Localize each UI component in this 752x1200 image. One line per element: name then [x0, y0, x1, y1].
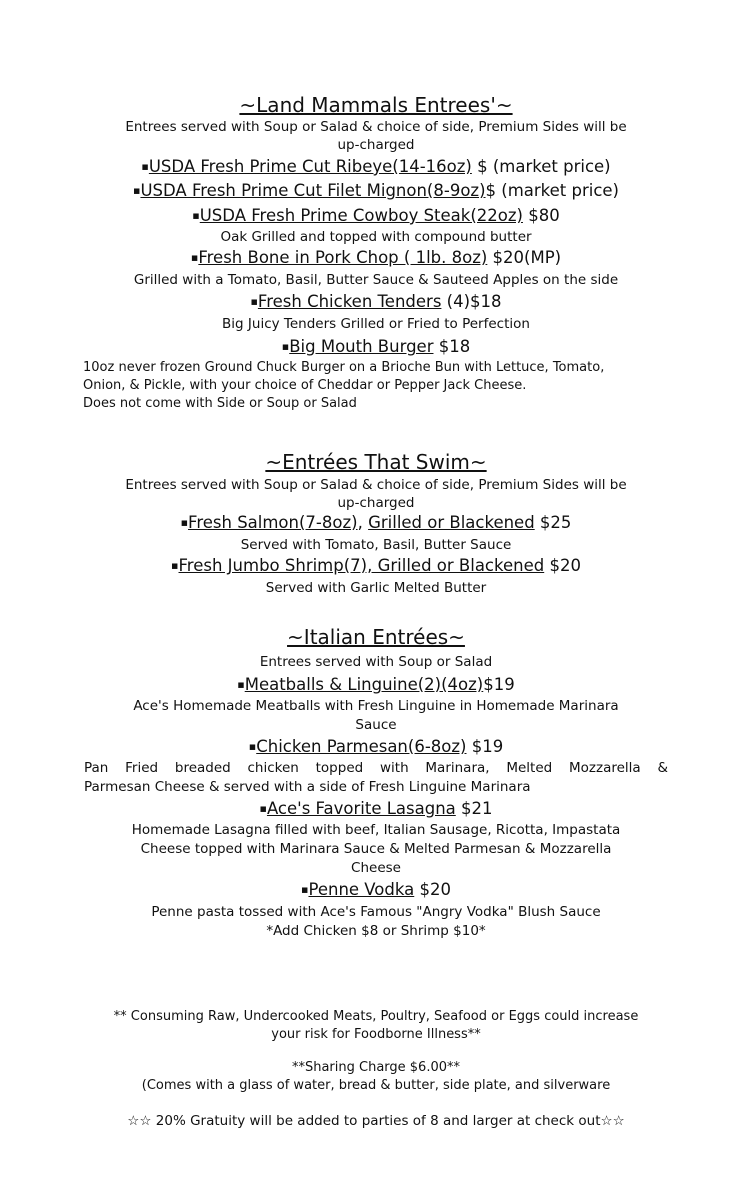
item-desc-chicken-tenders: Big Juicy Tenders Grilled or Fried to Perfection	[222, 316, 530, 332]
gratuity-notice: ☆☆ 20% Gratuity will be added to parties of 8 and larger at check out☆☆	[127, 1113, 625, 1129]
land-section-note-line2: up-charged	[337, 137, 415, 153]
menu-item-meatballs-linguine: ▪Meatballs & Linguine(2)(4oz)$19	[237, 675, 515, 694]
item-price: $ (market price)	[485, 181, 619, 200]
item-desc-pork-chop: Grilled with a Tomato, Basil, Butter Sauce & Sauteed Apples on the side	[133, 272, 619, 288]
item-desc-meatballs-line2: Sauce	[355, 717, 397, 733]
item-price: $20(MP)	[487, 248, 562, 267]
menu-item-chicken-parmesan: ▪Chicken Parmesan(6-8oz) $19	[248, 737, 504, 756]
item-name: USDA Fresh Prime Cut Filet Mignon(8-9oz)	[140, 181, 486, 200]
menu-item-big-mouth-burger: ▪Big Mouth Burger $18	[281, 337, 471, 356]
item-name: Fresh Salmon(7-8oz)	[188, 513, 358, 532]
item-name: Chicken Parmesan(6-8oz)	[256, 737, 467, 756]
item-price: (4)$18	[441, 292, 502, 311]
footer-warning-line1: ** Consuming Raw, Undercooked Meats, Poultry, Seafood or Eggs could increase	[113, 1009, 639, 1024]
italian-section-note: Entrees served with Soup or Salad	[259, 654, 493, 670]
item-desc-burger-line1: 10oz never frozen Ground Chuck Burger on a Brioche Bun with Lettuce, Tomato,	[83, 360, 605, 375]
item-name: Fresh Chicken Tenders	[257, 292, 442, 311]
menu-item-ribeye: ▪USDA Fresh Prime Cut Ribeye(14-16oz) $ (market price)	[141, 157, 611, 176]
item-desc-parmesan-line2: Parmesan Cheese & served with a side of Fresh Linguine Marinara	[84, 779, 531, 795]
swim-section-title: ~Entrées That Swim~	[265, 450, 487, 474]
menu-item-filet-mignon: ▪USDA Fresh Prime Cut Filet Mignon(8-9oz)$ (market price)	[132, 181, 619, 200]
land-section-note-line1: Entrees served with Soup or Salad & choice of side, Premium Sides will be	[125, 119, 627, 135]
menu-item-cowboy-steak: ▪USDA Fresh Prime Cowboy Steak(22oz) $80	[192, 206, 560, 225]
land-section-title: ~Land Mammals Entrees'~	[239, 93, 513, 117]
menu-item-jumbo-shrimp: ▪Fresh Jumbo Shrimp(7), Grilled or Blackened $20	[171, 556, 581, 575]
item-desc-burger-line2: Onion, & Pickle, with your choice of Cheddar or Pepper Jack Cheese.	[83, 378, 527, 393]
item-desc-salmon: Served with Tomato, Basil, Butter Sauce	[240, 537, 512, 553]
item-name: Fresh Jumbo Shrimp(7), Grilled or Blackened	[178, 556, 545, 575]
item-price: $18	[433, 337, 471, 356]
item-name: Big Mouth Burger	[289, 337, 434, 356]
item-name: Penne Vodka	[308, 880, 415, 899]
item-price: $19	[483, 675, 515, 694]
item-desc-penne-addon: *Add Chicken $8 or Shrimp $10*	[266, 923, 486, 939]
menu-item-lasagna: ▪Ace's Favorite Lasagna $21	[259, 799, 493, 818]
item-prep: Grilled or Blackened	[368, 513, 535, 532]
item-name: USDA Fresh Prime Cut Ribeye(14-16oz)	[148, 157, 472, 176]
item-name: Meatballs & Linguine(2)(4oz)	[244, 675, 484, 694]
sharing-charge-title: **Sharing Charge $6.00**	[291, 1060, 461, 1075]
item-price: $ (market price)	[471, 157, 611, 176]
item-price: $19	[466, 737, 504, 756]
item-name: Fresh Bone in Pork Chop ( 1lb. 8oz)	[198, 248, 488, 267]
item-desc-lasagna-line2: Cheese topped with Marinara Sauce & Melted Parmesan & Mozzarella	[140, 841, 612, 857]
item-desc-jumbo-shrimp: Served with Garlic Melted Butter	[265, 580, 487, 596]
swim-section-note-line1: Entrees served with Soup or Salad & choice of side, Premium Sides will be	[125, 477, 627, 493]
footer-warning-line2: your risk for Foodborne Illness**	[271, 1027, 481, 1042]
item-desc-cowboy-steak: Oak Grilled and topped with compound butter	[220, 229, 532, 245]
menu-item-chicken-tenders: ▪Fresh Chicken Tenders (4)$18	[250, 292, 502, 311]
menu-item-salmon: ▪Fresh Salmon(7-8oz), Grilled or Blackened $25	[180, 513, 572, 532]
item-desc-meatballs-line1: Ace's Homemade Meatballs with Fresh Linguine in Homemade Marinara	[133, 698, 619, 714]
item-desc-burger-line3: Does not come with Side or Soup or Salad	[83, 396, 357, 411]
item-name: USDA Fresh Prime Cowboy Steak(22oz)	[199, 206, 523, 225]
item-price: $20	[414, 880, 451, 899]
item-price: $25	[534, 513, 572, 532]
item-name: Ace's Favorite Lasagna	[266, 799, 456, 818]
menu-item-pork-chop: ▪Fresh Bone in Pork Chop ( 1lb. 8oz) $20(MP)	[190, 248, 562, 267]
italian-section-title: ~Italian Entrées~	[287, 625, 465, 649]
menu-item-penne-vodka: ▪Penne Vodka $20	[301, 880, 451, 899]
swim-section-note-line2: up-charged	[337, 495, 415, 511]
item-price: $20	[544, 556, 581, 575]
item-price: $80	[522, 206, 560, 225]
sharing-charge-desc: (Comes with a glass of water, bread & butter, side plate, and silverware	[141, 1078, 611, 1093]
item-desc-lasagna-line1: Homemade Lasagna filled with beef, Italian Sausage, Ricotta, Impastata	[131, 822, 621, 838]
item-desc-lasagna-line3: Cheese	[351, 860, 401, 876]
item-price: $21	[455, 799, 493, 818]
item-desc-parmesan-line1: Pan Fried breaded chicken topped with Marinara, Melted Mozzarella &	[84, 760, 668, 776]
item-desc-penne-line1: Penne pasta tossed with Ace's Famous "Angry Vodka" Blush Sauce	[151, 904, 601, 920]
